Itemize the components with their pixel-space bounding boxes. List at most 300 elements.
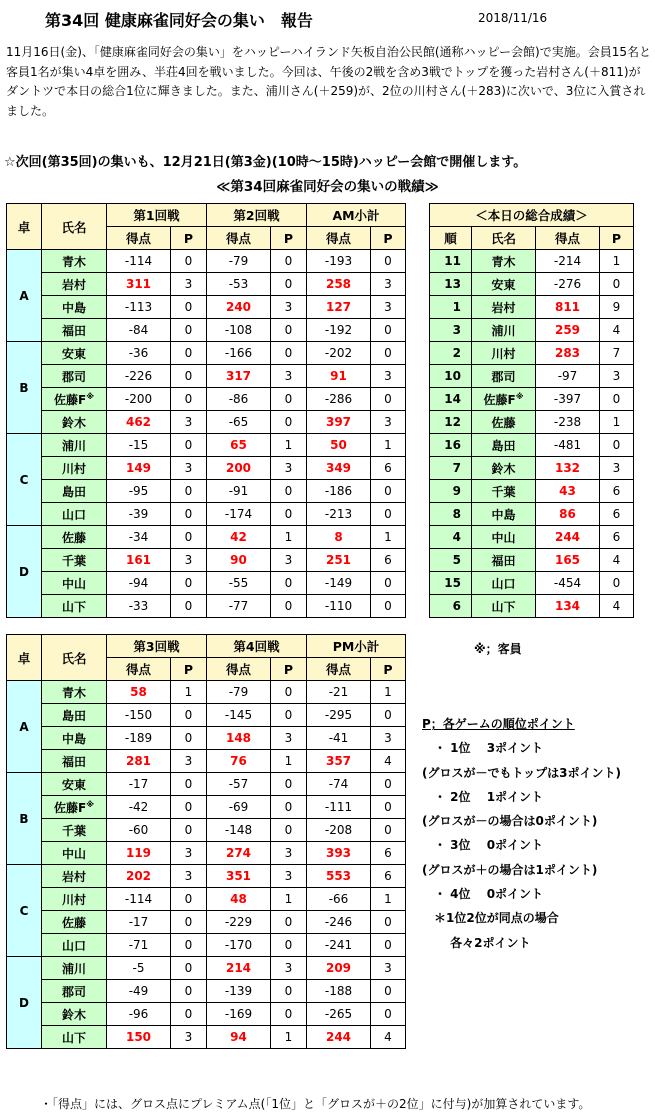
subtotal-score-cell: -149	[307, 572, 371, 595]
player-name	[42, 796, 107, 819]
subtotal-point-cell: 3	[371, 296, 406, 319]
score-cell: -113	[107, 296, 171, 319]
player-name	[472, 365, 536, 388]
player-name-text: 福田	[61, 323, 86, 338]
table-group-label: C	[7, 865, 42, 957]
point-cell: 0	[171, 727, 207, 750]
point-cell: 0	[171, 365, 207, 388]
player-name	[42, 365, 107, 388]
score-cell: -77	[207, 595, 271, 618]
table-row	[7, 704, 406, 727]
score-cell: -33	[107, 595, 171, 618]
total-point-cell: 4	[600, 549, 634, 572]
point-cell: 0	[271, 934, 307, 957]
subtotal-score-cell: 8	[307, 526, 371, 549]
point-cell: 0	[271, 572, 307, 595]
rule-line: ・ 3位 0ポイント	[422, 838, 544, 853]
point-cell: 0	[171, 957, 207, 980]
rules-title: P；各ゲームの順位ポイント	[422, 717, 575, 731]
subtotal-point-cell: 6	[371, 865, 406, 888]
player-name	[42, 319, 107, 342]
table-row	[7, 865, 406, 888]
player-name-text: 千葉	[61, 553, 86, 568]
point-cell: 0	[171, 773, 207, 796]
point-header: P	[171, 227, 207, 250]
subtotal-score-cell: -110	[307, 595, 371, 618]
table-row	[430, 250, 634, 273]
subtotal-score-cell: -66	[307, 888, 371, 911]
score-cell: 462	[107, 411, 171, 434]
player-name-text: 鈴木	[61, 415, 86, 430]
subtotal-score-cell: 553	[307, 865, 371, 888]
total-score-cell: 283	[536, 342, 600, 365]
player-name-text: 川村	[491, 346, 516, 361]
point-cell: 1	[171, 681, 207, 704]
point-cell: 3	[171, 457, 207, 480]
player-name	[42, 865, 107, 888]
rank-cell: 8	[430, 503, 472, 526]
player-name	[42, 457, 107, 480]
score-cell: -200	[107, 388, 171, 411]
guest-note: ※；客員	[474, 642, 522, 656]
point-cell: 3	[171, 273, 207, 296]
subtotal-score-cell: -265	[307, 1003, 371, 1026]
point-cell: 3	[271, 865, 307, 888]
am-results-table	[6, 203, 406, 618]
footer-note: ・「得点」には、グロス点にプレミアム点(「1位」と「グロスが＋の2位」に付与)が加算されています。	[40, 1097, 591, 1111]
table-row	[7, 250, 406, 273]
table-row	[7, 273, 406, 296]
point-cell: 1	[271, 434, 307, 457]
rank-cell: 13	[430, 273, 472, 296]
score-cell: -69	[207, 796, 271, 819]
player-name-text: 安東	[61, 346, 86, 361]
rule-line: (グロスが－でもトップは3ポイント)	[422, 765, 621, 780]
score-cell: -139	[207, 980, 271, 1003]
player-name-text: 佐藤	[61, 915, 86, 930]
total-score-cell: -481	[536, 434, 600, 457]
player-name	[42, 273, 107, 296]
rank-cell: 3	[430, 319, 472, 342]
table-row	[430, 296, 634, 319]
player-name	[472, 503, 536, 526]
player-name	[42, 572, 107, 595]
score-header: 得点	[107, 227, 171, 250]
player-name	[42, 595, 107, 618]
subtotal-score-cell: 393	[307, 842, 371, 865]
player-name	[42, 250, 107, 273]
table-group-label: D	[7, 957, 42, 1049]
table-row	[7, 549, 406, 572]
subtotal-point-cell: 3	[371, 365, 406, 388]
rank-cell: 12	[430, 411, 472, 434]
point-cell: 0	[271, 1003, 307, 1026]
player-name-text: 山下	[491, 599, 516, 614]
score-cell: -49	[107, 980, 171, 1003]
table-row	[430, 526, 634, 549]
point-cell: 1	[271, 888, 307, 911]
subtotal-point-cell: 0	[371, 503, 406, 526]
subtotal-point-cell: 0	[371, 480, 406, 503]
point-cell: 0	[271, 704, 307, 727]
total-score-cell: 244	[536, 526, 600, 549]
player-name-text: 千葉	[61, 823, 86, 838]
player-name	[42, 526, 107, 549]
score-cell: -84	[107, 319, 171, 342]
subtotal-score-cell: -21	[307, 681, 371, 704]
player-name	[42, 980, 107, 1003]
score-cell: -39	[107, 503, 171, 526]
player-name	[472, 319, 536, 342]
point-cell: 0	[171, 572, 207, 595]
point-cell: 3	[271, 957, 307, 980]
rank-cell: 14	[430, 388, 472, 411]
point-cell: 1	[271, 526, 307, 549]
table-row	[7, 911, 406, 934]
score-cell: -36	[107, 342, 171, 365]
player-name	[472, 434, 536, 457]
game1-header: 第1回戦	[107, 204, 207, 227]
table-row	[7, 773, 406, 796]
subtotal-point-cell: 0	[371, 342, 406, 365]
total-point-cell: 0	[600, 572, 634, 595]
table-row	[430, 342, 634, 365]
player-name-text: 中島	[491, 507, 516, 522]
table-row	[430, 411, 634, 434]
rule-line: (グロスが＋の場合は1ポイント)	[422, 862, 598, 877]
total-point-cell: 0	[600, 273, 634, 296]
player-name	[472, 411, 536, 434]
table-row	[7, 681, 406, 704]
score-header: 得点	[107, 658, 171, 681]
player-name-text: 川村	[61, 892, 86, 907]
subtotal-point-cell: 0	[371, 796, 406, 819]
total-point-cell: 0	[600, 434, 634, 457]
player-name-text: 岩村	[61, 869, 86, 884]
player-name-text: 中山	[61, 846, 86, 861]
subtotal-score-cell: 357	[307, 750, 371, 773]
subtotal-point-cell: 0	[371, 980, 406, 1003]
total-point-cell: 6	[600, 526, 634, 549]
player-name-text: 山口	[61, 507, 86, 522]
total-point-cell: 6	[600, 480, 634, 503]
score-cell: -79	[207, 250, 271, 273]
point-cell: 0	[171, 388, 207, 411]
point-cell: 0	[271, 819, 307, 842]
point-cell: 0	[171, 1003, 207, 1026]
rank-cell: 7	[430, 457, 472, 480]
point-cell: 3	[271, 457, 307, 480]
total-point-cell: 3	[600, 365, 634, 388]
player-name-text: 山口	[491, 576, 516, 591]
score-cell: -34	[107, 526, 171, 549]
subtotal-point-cell: 3	[371, 273, 406, 296]
subtotal-score-cell: -74	[307, 773, 371, 796]
name-column-header: 氏名	[472, 227, 536, 250]
player-name-text: 島田	[61, 708, 86, 723]
subtotal-score-cell: -111	[307, 796, 371, 819]
point-cell: 0	[271, 980, 307, 1003]
table-column-header: 卓	[7, 635, 42, 681]
subtotal-point-cell: 6	[371, 842, 406, 865]
player-name-text: 千葉	[491, 484, 516, 499]
player-name-text: 郡司	[61, 984, 86, 999]
score-cell: -169	[207, 1003, 271, 1026]
player-name-text: 浦川	[61, 961, 86, 976]
rank-cell: 2	[430, 342, 472, 365]
table-row	[7, 480, 406, 503]
player-name	[42, 957, 107, 980]
player-name	[472, 549, 536, 572]
table-row	[7, 365, 406, 388]
score-cell: -79	[207, 681, 271, 704]
player-name-text: 郡司	[491, 369, 516, 384]
player-name	[472, 457, 536, 480]
overall-results-title: ＜本日の総合成績＞	[430, 204, 634, 227]
player-name	[472, 595, 536, 618]
score-cell: 119	[107, 842, 171, 865]
table-group-label: C	[7, 434, 42, 526]
score-cell: -174	[207, 503, 271, 526]
point-header: P	[171, 658, 207, 681]
point-cell: 0	[171, 911, 207, 934]
point-cell: 3	[171, 411, 207, 434]
point-cell: 3	[171, 549, 207, 572]
total-score-cell: 165	[536, 549, 600, 572]
table-row	[7, 434, 406, 457]
table-row	[7, 980, 406, 1003]
results-subtitle: ≪第34回麻雀同好会の集いの戦績≫	[216, 179, 439, 195]
rank-cell: 6	[430, 595, 472, 618]
total-score-cell: 132	[536, 457, 600, 480]
score-cell: -94	[107, 572, 171, 595]
am-subtotal-header: AM小計	[307, 204, 406, 227]
table-row	[7, 934, 406, 957]
player-name	[42, 1003, 107, 1026]
player-name	[42, 342, 107, 365]
score-cell: -95	[107, 480, 171, 503]
point-cell: 3	[271, 727, 307, 750]
subtotal-point-cell: 0	[371, 819, 406, 842]
table-row	[7, 819, 406, 842]
player-name	[42, 1026, 107, 1049]
score-cell: 48	[207, 888, 271, 911]
score-cell: 90	[207, 549, 271, 572]
score-cell: -15	[107, 434, 171, 457]
score-cell: 76	[207, 750, 271, 773]
table-group-label: A	[7, 250, 42, 342]
player-name-text: 山口	[61, 938, 86, 953]
rule-line: ・ 4位 0ポイント	[422, 887, 544, 902]
subtotal-score-cell: 349	[307, 457, 371, 480]
rank-header: 順	[430, 227, 472, 250]
score-cell: -57	[207, 773, 271, 796]
point-cell: 0	[171, 480, 207, 503]
player-name-text: 安東	[61, 777, 86, 792]
total-score-cell: 259	[536, 319, 600, 342]
total-point-cell: 0	[600, 388, 634, 411]
table-row	[7, 342, 406, 365]
rank-cell: 10	[430, 365, 472, 388]
player-name-text: 浦川	[491, 323, 516, 338]
total-point-cell: 6	[600, 503, 634, 526]
subtotal-score-cell: -286	[307, 388, 371, 411]
player-name-text: 山下	[61, 599, 86, 614]
point-header: P	[600, 227, 634, 250]
point-cell: 3	[271, 365, 307, 388]
table-group-label: B	[7, 342, 42, 434]
total-score-cell: 134	[536, 595, 600, 618]
point-cell: 0	[171, 796, 207, 819]
point-cell: 0	[271, 411, 307, 434]
score-cell: -65	[207, 411, 271, 434]
table-row	[430, 434, 634, 457]
score-cell: -91	[207, 480, 271, 503]
report-date: 2018/11/16	[478, 11, 548, 25]
subtotal-score-cell: 244	[307, 1026, 371, 1049]
intro-paragraph: 11月16日(金)、「健康麻雀同好会の集い」をハッピーハイランド矢板自治公民館(通称ハッピー会館)で実施。会員15名と客員1名が集い4卓を囲み、半荘4回を戦いました。今回は、午後の2戦を含め3戦でトップを獲った岩村さん(＋811)がダントツで本日の総合1位に輝きました。また、浦川さん(＋259)が、2位の川村さん(＋283)に次いで、3位に入賞されました。	[6, 45, 651, 118]
score-cell: 274	[207, 842, 271, 865]
player-name	[42, 681, 107, 704]
score-cell: 214	[207, 957, 271, 980]
rule-line: ＊1位2位が同点の場合	[422, 911, 559, 926]
player-name-text: 佐藤F	[483, 392, 516, 407]
table-row	[7, 319, 406, 342]
total-score-cell: 811	[536, 296, 600, 319]
player-name	[42, 773, 107, 796]
table-row	[7, 957, 406, 980]
score-cell: -114	[107, 888, 171, 911]
point-header: P	[271, 658, 307, 681]
total-score-cell: -97	[536, 365, 600, 388]
player-name	[42, 842, 107, 865]
player-name-text: 川村	[61, 461, 86, 476]
score-cell: 148	[207, 727, 271, 750]
total-point-cell: 7	[600, 342, 634, 365]
player-name	[42, 503, 107, 526]
table-row	[430, 549, 634, 572]
player-name	[472, 480, 536, 503]
player-name	[472, 526, 536, 549]
point-cell: 0	[271, 388, 307, 411]
score-cell: -60	[107, 819, 171, 842]
subtotal-score-cell: -208	[307, 819, 371, 842]
subtotal-point-cell: 3	[371, 411, 406, 434]
score-cell: 150	[107, 1026, 171, 1049]
table-row	[430, 319, 634, 342]
player-name-text: 青木	[61, 685, 86, 700]
player-name-text: 鈴木	[61, 1007, 86, 1022]
total-score-cell: -397	[536, 388, 600, 411]
score-cell: 58	[107, 681, 171, 704]
point-cell: 3	[271, 296, 307, 319]
score-cell: -114	[107, 250, 171, 273]
player-name-text: 島田	[61, 484, 86, 499]
score-cell: -17	[107, 911, 171, 934]
subtotal-point-cell: 0	[371, 704, 406, 727]
point-cell: 0	[171, 819, 207, 842]
point-cell: 0	[171, 980, 207, 1003]
table-row	[7, 388, 406, 411]
player-name	[42, 480, 107, 503]
player-name	[472, 388, 536, 411]
score-cell: -226	[107, 365, 171, 388]
score-cell: -96	[107, 1003, 171, 1026]
player-name-text: 鈴木	[491, 461, 516, 476]
point-cell: 0	[171, 934, 207, 957]
point-header: P	[271, 227, 307, 250]
total-point-cell: 4	[600, 319, 634, 342]
subtotal-point-cell: 1	[371, 888, 406, 911]
score-header: 得点	[207, 658, 271, 681]
rank-cell: 1	[430, 296, 472, 319]
score-cell: -229	[207, 911, 271, 934]
score-cell: -17	[107, 773, 171, 796]
total-score-cell: -238	[536, 411, 600, 434]
player-name-text: 福田	[61, 754, 86, 769]
subtotal-point-cell: 6	[371, 457, 406, 480]
point-cell: 0	[171, 526, 207, 549]
table-row	[7, 296, 406, 319]
table-row	[430, 503, 634, 526]
point-cell: 0	[271, 273, 307, 296]
subtotal-point-cell: 3	[371, 957, 406, 980]
game2-header: 第2回戦	[207, 204, 307, 227]
table-row	[430, 572, 634, 595]
player-name	[42, 704, 107, 727]
table-row	[7, 526, 406, 549]
player-name-text: 岩村	[491, 300, 516, 315]
next-meeting-notice: ☆次回(第35回)の集いも、12月21日(第3金)(10時～15時)ハッピー会館で開催します。	[4, 155, 527, 170]
player-name	[42, 296, 107, 319]
subtotal-score-cell: -246	[307, 911, 371, 934]
player-name-text: 福田	[491, 553, 516, 568]
player-name	[472, 296, 536, 319]
table-row	[7, 1003, 406, 1026]
table-group-label: D	[7, 526, 42, 618]
score-cell: 149	[107, 457, 171, 480]
table-row	[430, 595, 634, 618]
rule-line: ・ 2位 1ポイント	[422, 789, 544, 804]
rank-cell: 4	[430, 526, 472, 549]
table-row	[430, 388, 634, 411]
point-cell: 3	[171, 865, 207, 888]
player-name-text: 岩村	[61, 277, 86, 292]
score-cell: 161	[107, 549, 171, 572]
subtotal-point-cell: 1	[371, 434, 406, 457]
score-cell: -86	[207, 388, 271, 411]
subtotal-score-cell: -213	[307, 503, 371, 526]
subtotal-score-cell: -41	[307, 727, 371, 750]
subtotal-score-cell: -295	[307, 704, 371, 727]
subtotal-score-cell: -188	[307, 980, 371, 1003]
player-name-text: 浦川	[61, 438, 86, 453]
subtotal-point-cell: 0	[371, 388, 406, 411]
subtotal-point-cell: 0	[371, 773, 406, 796]
score-cell: -108	[207, 319, 271, 342]
point-cell: 0	[171, 704, 207, 727]
table-row	[7, 595, 406, 618]
player-name-text: 青木	[61, 254, 86, 269]
point-cell: 0	[171, 319, 207, 342]
score-cell: -5	[107, 957, 171, 980]
table-row	[430, 273, 634, 296]
table-row	[7, 842, 406, 865]
point-cell: 1	[271, 1026, 307, 1049]
game4-header: 第4回戦	[207, 635, 307, 658]
player-name-text: 佐藤F	[54, 392, 87, 407]
table-row	[7, 796, 406, 819]
